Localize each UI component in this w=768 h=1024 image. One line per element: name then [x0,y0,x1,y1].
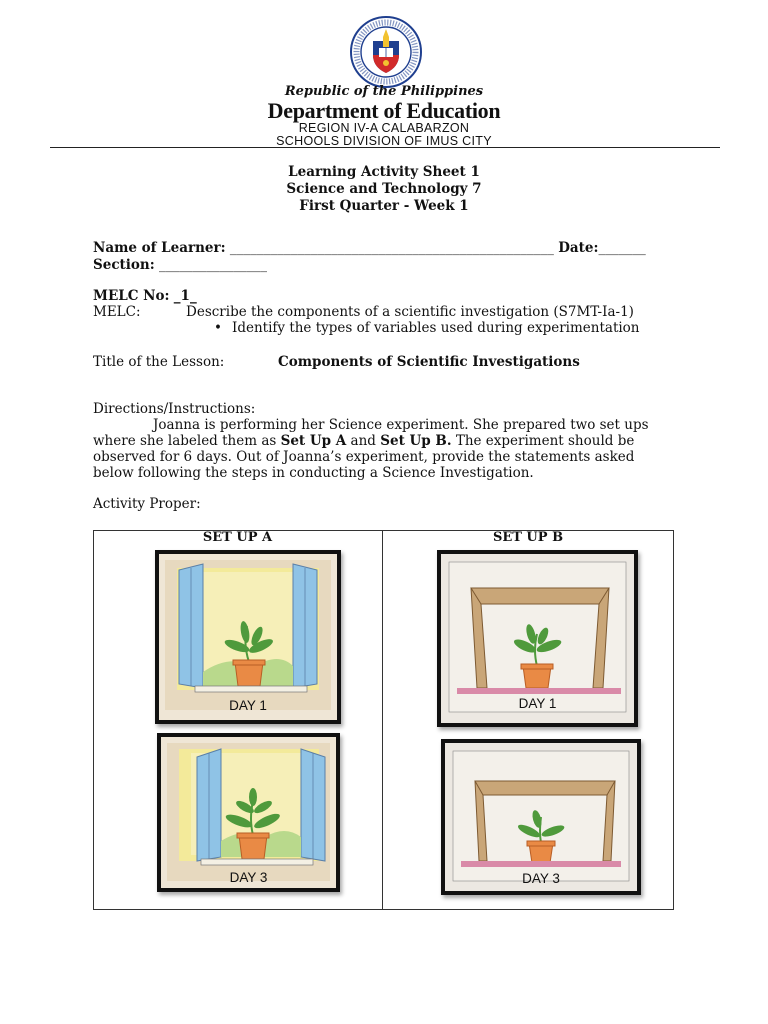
melc-bullet-icon: • [214,320,222,336]
learner-name-field[interactable]: ________________________________________________ [229,240,554,256]
melc-bullet-text: Identify the types of variables used during experimentation [232,320,640,336]
melc-label: MELC: [93,304,141,320]
section-row [93,257,267,273]
section-field[interactable]: ________________ [159,257,268,273]
setup-a-day3-image [157,733,340,892]
setup-b-heading: SET UP B [492,530,564,545]
division-heading: SCHOOLS DIVISION OF IMUS CITY [276,134,492,148]
learner-name-label: Name of Learner: [93,240,226,256]
quarter-title: First Quarter - Week 1 [299,198,469,214]
window-plant-drawing [161,737,336,888]
melc-description: Describe the components of a scientific investigation (S7MT-Ia-1) [186,304,634,320]
melc-no-row [93,288,197,304]
setup-a-day3-caption: DAY 3 [229,870,268,885]
department-heading: Department of Education [267,98,501,123]
activity-label: Activity Proper: [93,496,201,512]
lesson-label: Title of the Lesson: [93,354,225,370]
table-column-divider [382,530,383,910]
republic-heading: Republic of the Philippines [284,84,484,99]
date-field[interactable]: _______ [598,240,646,256]
directions-label: Directions/Instructions: [93,401,256,417]
setup-a-day1-caption: DAY 1 [229,698,267,713]
directions-line-2 [93,433,634,449]
directions-text: and [346,433,381,449]
directions-line-1: Joanna is performing her Science experiment. She prepared two set ups [153,417,649,433]
melc-no-label: MELC No: [93,288,170,304]
region-heading: REGION IV-A CALABARZON [298,121,470,135]
sheet-title: Learning Activity Sheet 1 [288,164,480,180]
melc-no-value: _1_ [173,288,197,304]
setup-b-ref: Set Up B. [380,433,452,449]
table-plant-drawing [445,743,637,891]
section-label: Section: [93,257,155,273]
deped-seal-logo [349,15,423,89]
setup-b-day3-image [441,739,641,895]
directions-line-4: below following the steps in conducting a Science Investigation. [93,465,534,481]
setup-a-ref: Set Up A [280,433,347,449]
date-label: Date: [558,240,599,256]
header-divider [50,147,720,148]
setup-b-day1-image [437,550,638,727]
learner-name-row [93,240,646,256]
directions-text: where she labeled them as [93,433,281,449]
directions-text: The experiment should be [451,433,635,449]
subject-title: Science and Technology 7 [286,181,482,197]
window-plant-drawing [159,554,337,720]
setup-a-heading: SET UP A [202,530,273,545]
lesson-title: Components of Scientific Investigations [278,354,580,370]
setup-b-day1-caption: DAY 1 [518,696,557,711]
directions-line-3: observed for 6 days. Out of Joanna’s experiment, provide the statements asked [93,449,635,465]
setup-b-day3-caption: DAY 3 [522,871,560,886]
setup-a-day1-image [155,550,341,724]
